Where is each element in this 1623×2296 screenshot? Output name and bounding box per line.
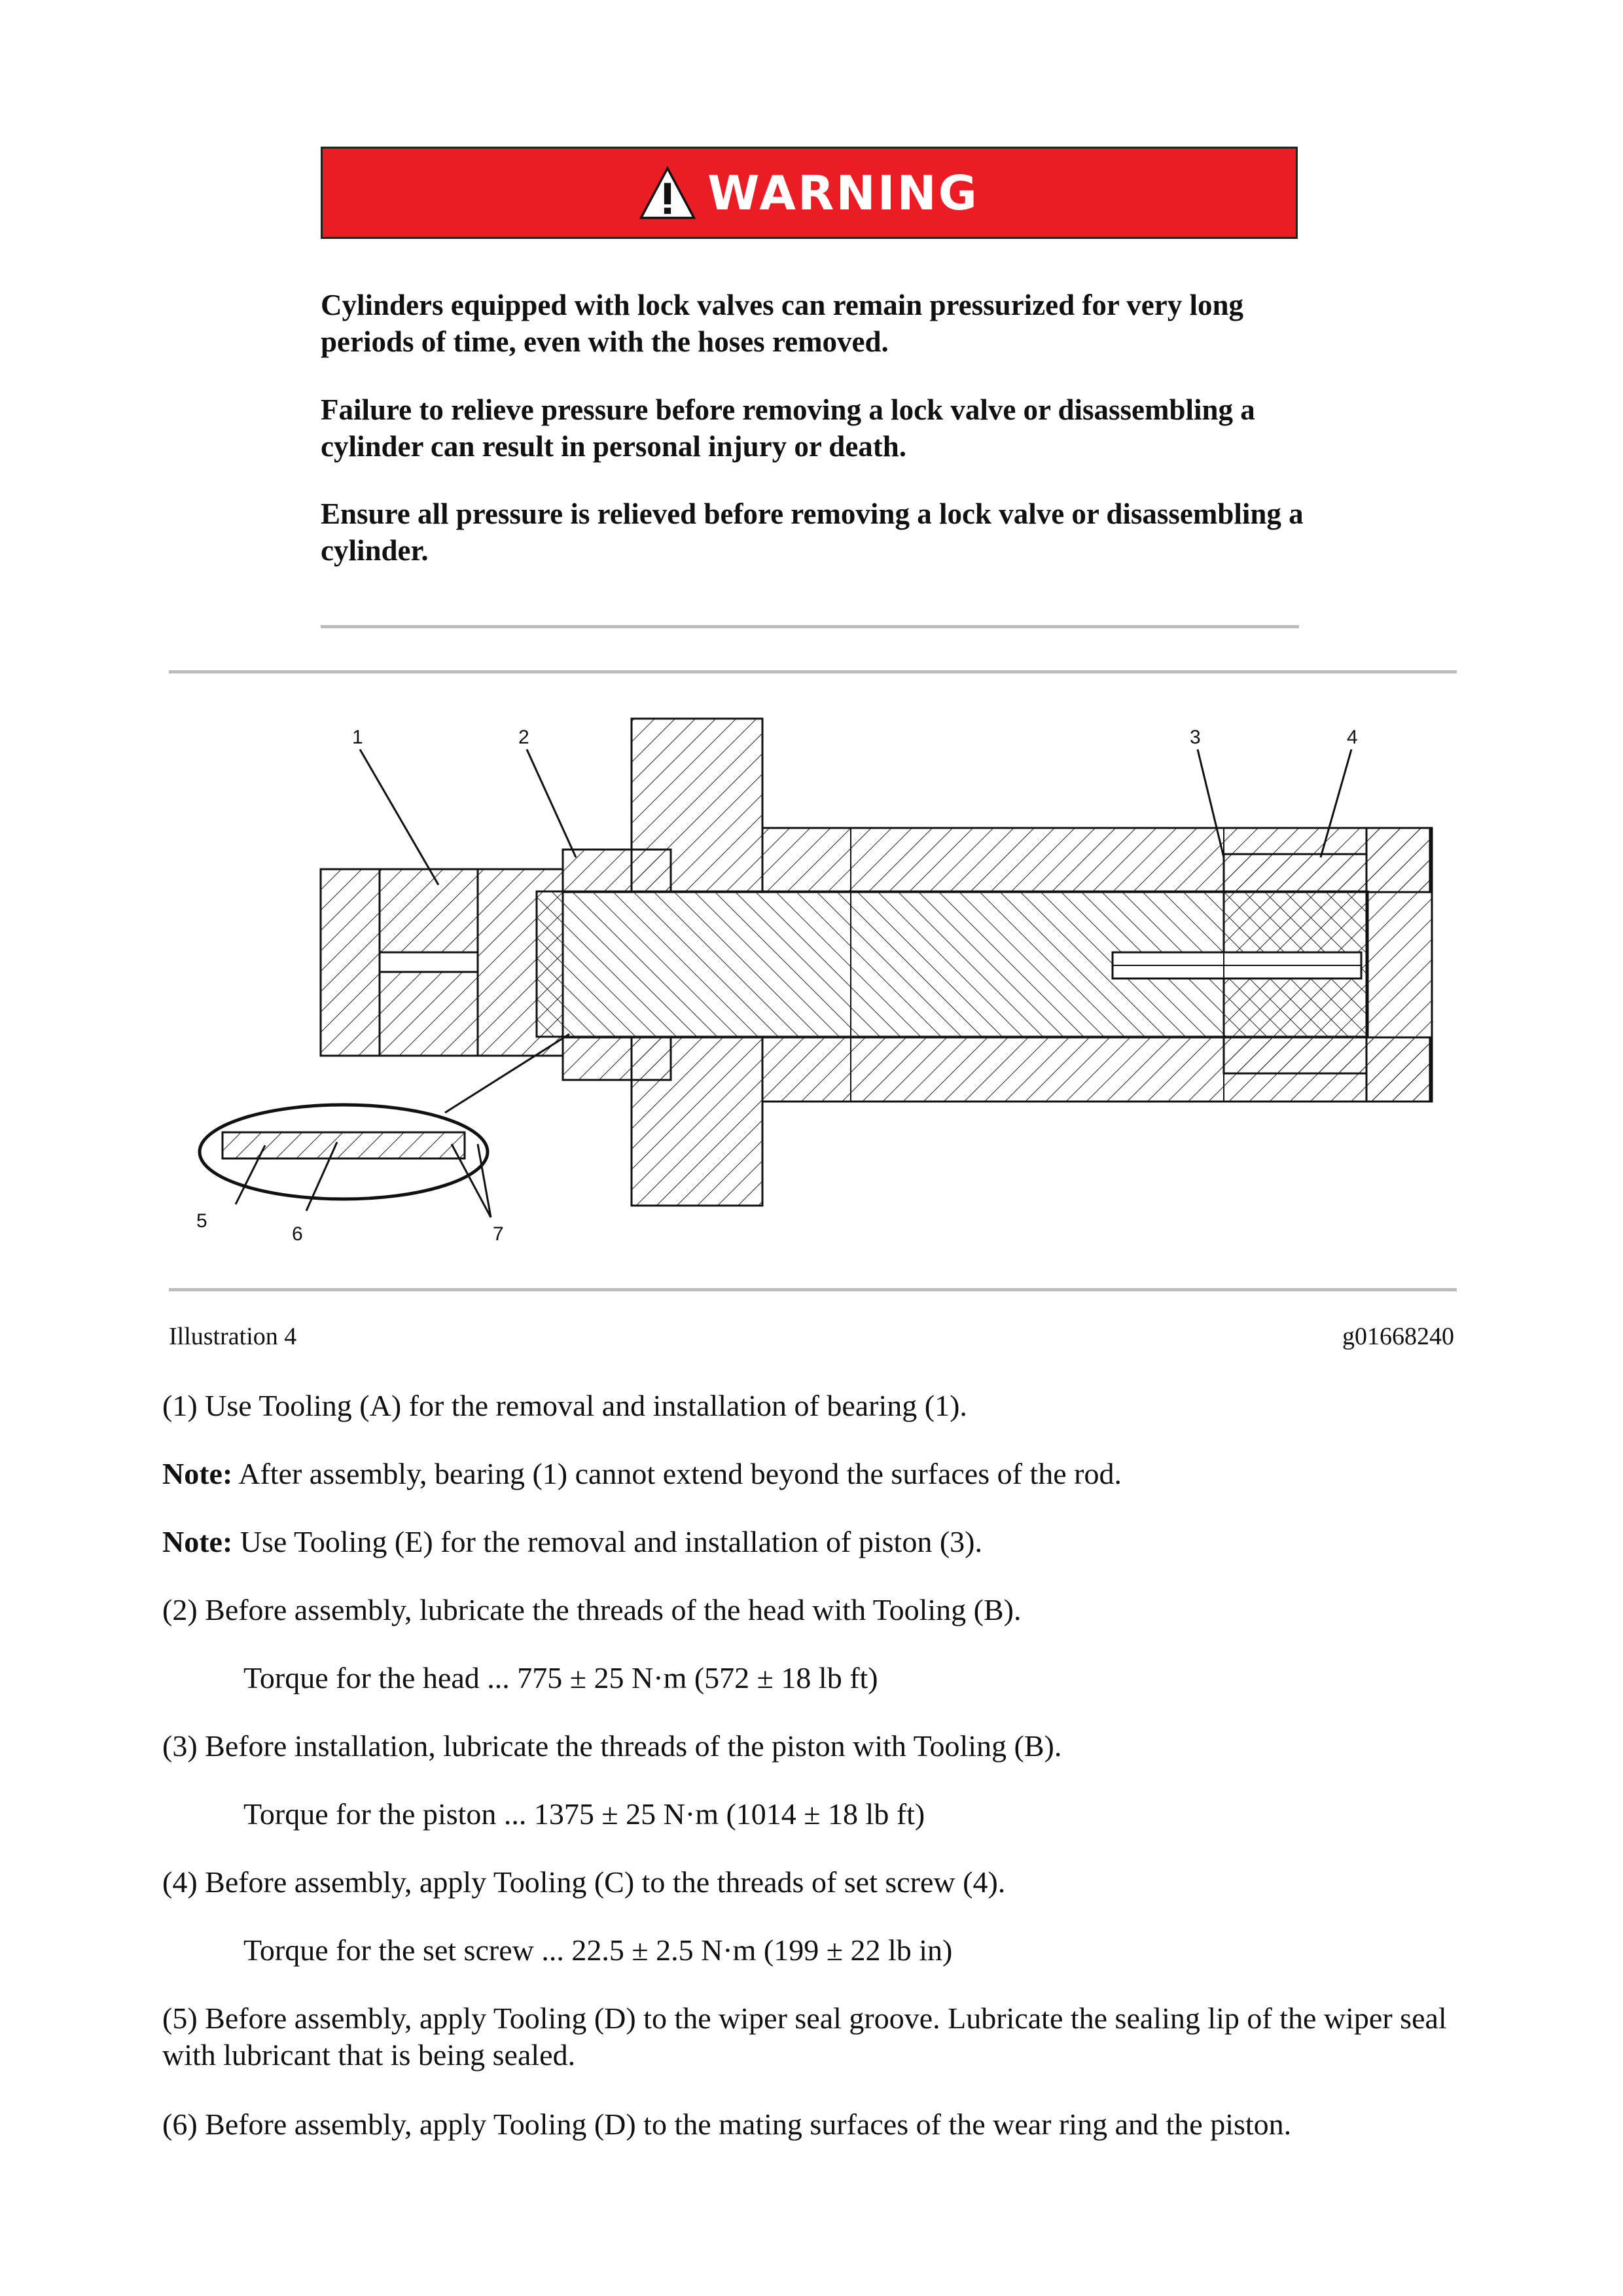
callout-label: 3 xyxy=(1190,726,1201,748)
callout-label: 4 xyxy=(1347,726,1358,748)
step-3: (3) Before installation, lubricate the threads of the piston with Tooling (B). xyxy=(162,1729,1062,1763)
step-1: (1) Use Tooling (A) for the removal and installation of bearing (1). xyxy=(162,1389,967,1422)
note-label: Note: xyxy=(162,1525,233,1558)
warning-divider xyxy=(321,625,1299,628)
illustration-bottom-rule xyxy=(169,1288,1457,1291)
warning-paragraph: Ensure all pressure is relieved before removing a lock valve or disassembling a cylinder. xyxy=(321,497,1304,567)
callout-label: 6 xyxy=(292,1223,303,1245)
illustration-code: g01668240 xyxy=(1342,1323,1454,1350)
callout-label: 7 xyxy=(493,1223,504,1245)
step-2: (2) Before assembly, lubricate the threads of the head with Tooling (B). xyxy=(162,1593,1022,1626)
warning-title: WARNING xyxy=(707,165,979,221)
torque-head: Torque for the head ... 775 ± 25 N·m (572 ± 18 lb ft) xyxy=(243,1661,878,1695)
step-6: (6) Before assembly, apply Tooling (D) to the mating surfaces of the wear ring and the piston. xyxy=(162,2108,1292,2141)
note-label: Note: xyxy=(162,1457,233,1490)
illustration-top-rule xyxy=(169,670,1457,673)
illustration-caption: Illustration 4 xyxy=(169,1323,297,1350)
warning-paragraph: Cylinders equipped with lock valves can remain pressurized for very long periods of time, even with the hoses removed. xyxy=(321,289,1244,358)
warning-triangle-icon xyxy=(639,166,696,221)
torque-piston: Torque for the piston ... 1375 ± 25 N·m (1014 ± 18 lb ft) xyxy=(243,1797,925,1831)
note-1 xyxy=(162,1456,1471,1492)
torque-set-screw: Torque for the set screw ... 22.5 ± 2.5 N·m (199 ± 22 lb in) xyxy=(243,1933,953,1967)
step-5: (5) Before assembly, apply Tooling (D) to the wiper seal groove. Lubricate the sealing lip of the wiper seal with lubricant that is being sealed. xyxy=(162,2001,1447,2072)
note-text: Use Tooling (E) for the removal and installation of piston (3). xyxy=(232,1525,982,1558)
callout-label: 5 xyxy=(196,1210,207,1232)
cylinder-cross-section-illustration xyxy=(170,694,1440,1270)
callout-label: 2 xyxy=(518,726,529,748)
note-2 xyxy=(162,1524,1471,1560)
step-4: (4) Before assembly, apply Tooling (C) to the threads of set screw (4). xyxy=(162,1865,1006,1899)
warning-paragraph: Failure to relieve pressure before removing a lock valve or disassembling a cylinder can result in personal injury or death. xyxy=(321,393,1255,463)
callout-label: 1 xyxy=(352,726,363,748)
note-text: After assembly, bearing (1) cannot extend beyond the surfaces of the rod. xyxy=(232,1457,1122,1490)
warning-banner xyxy=(321,147,1298,239)
